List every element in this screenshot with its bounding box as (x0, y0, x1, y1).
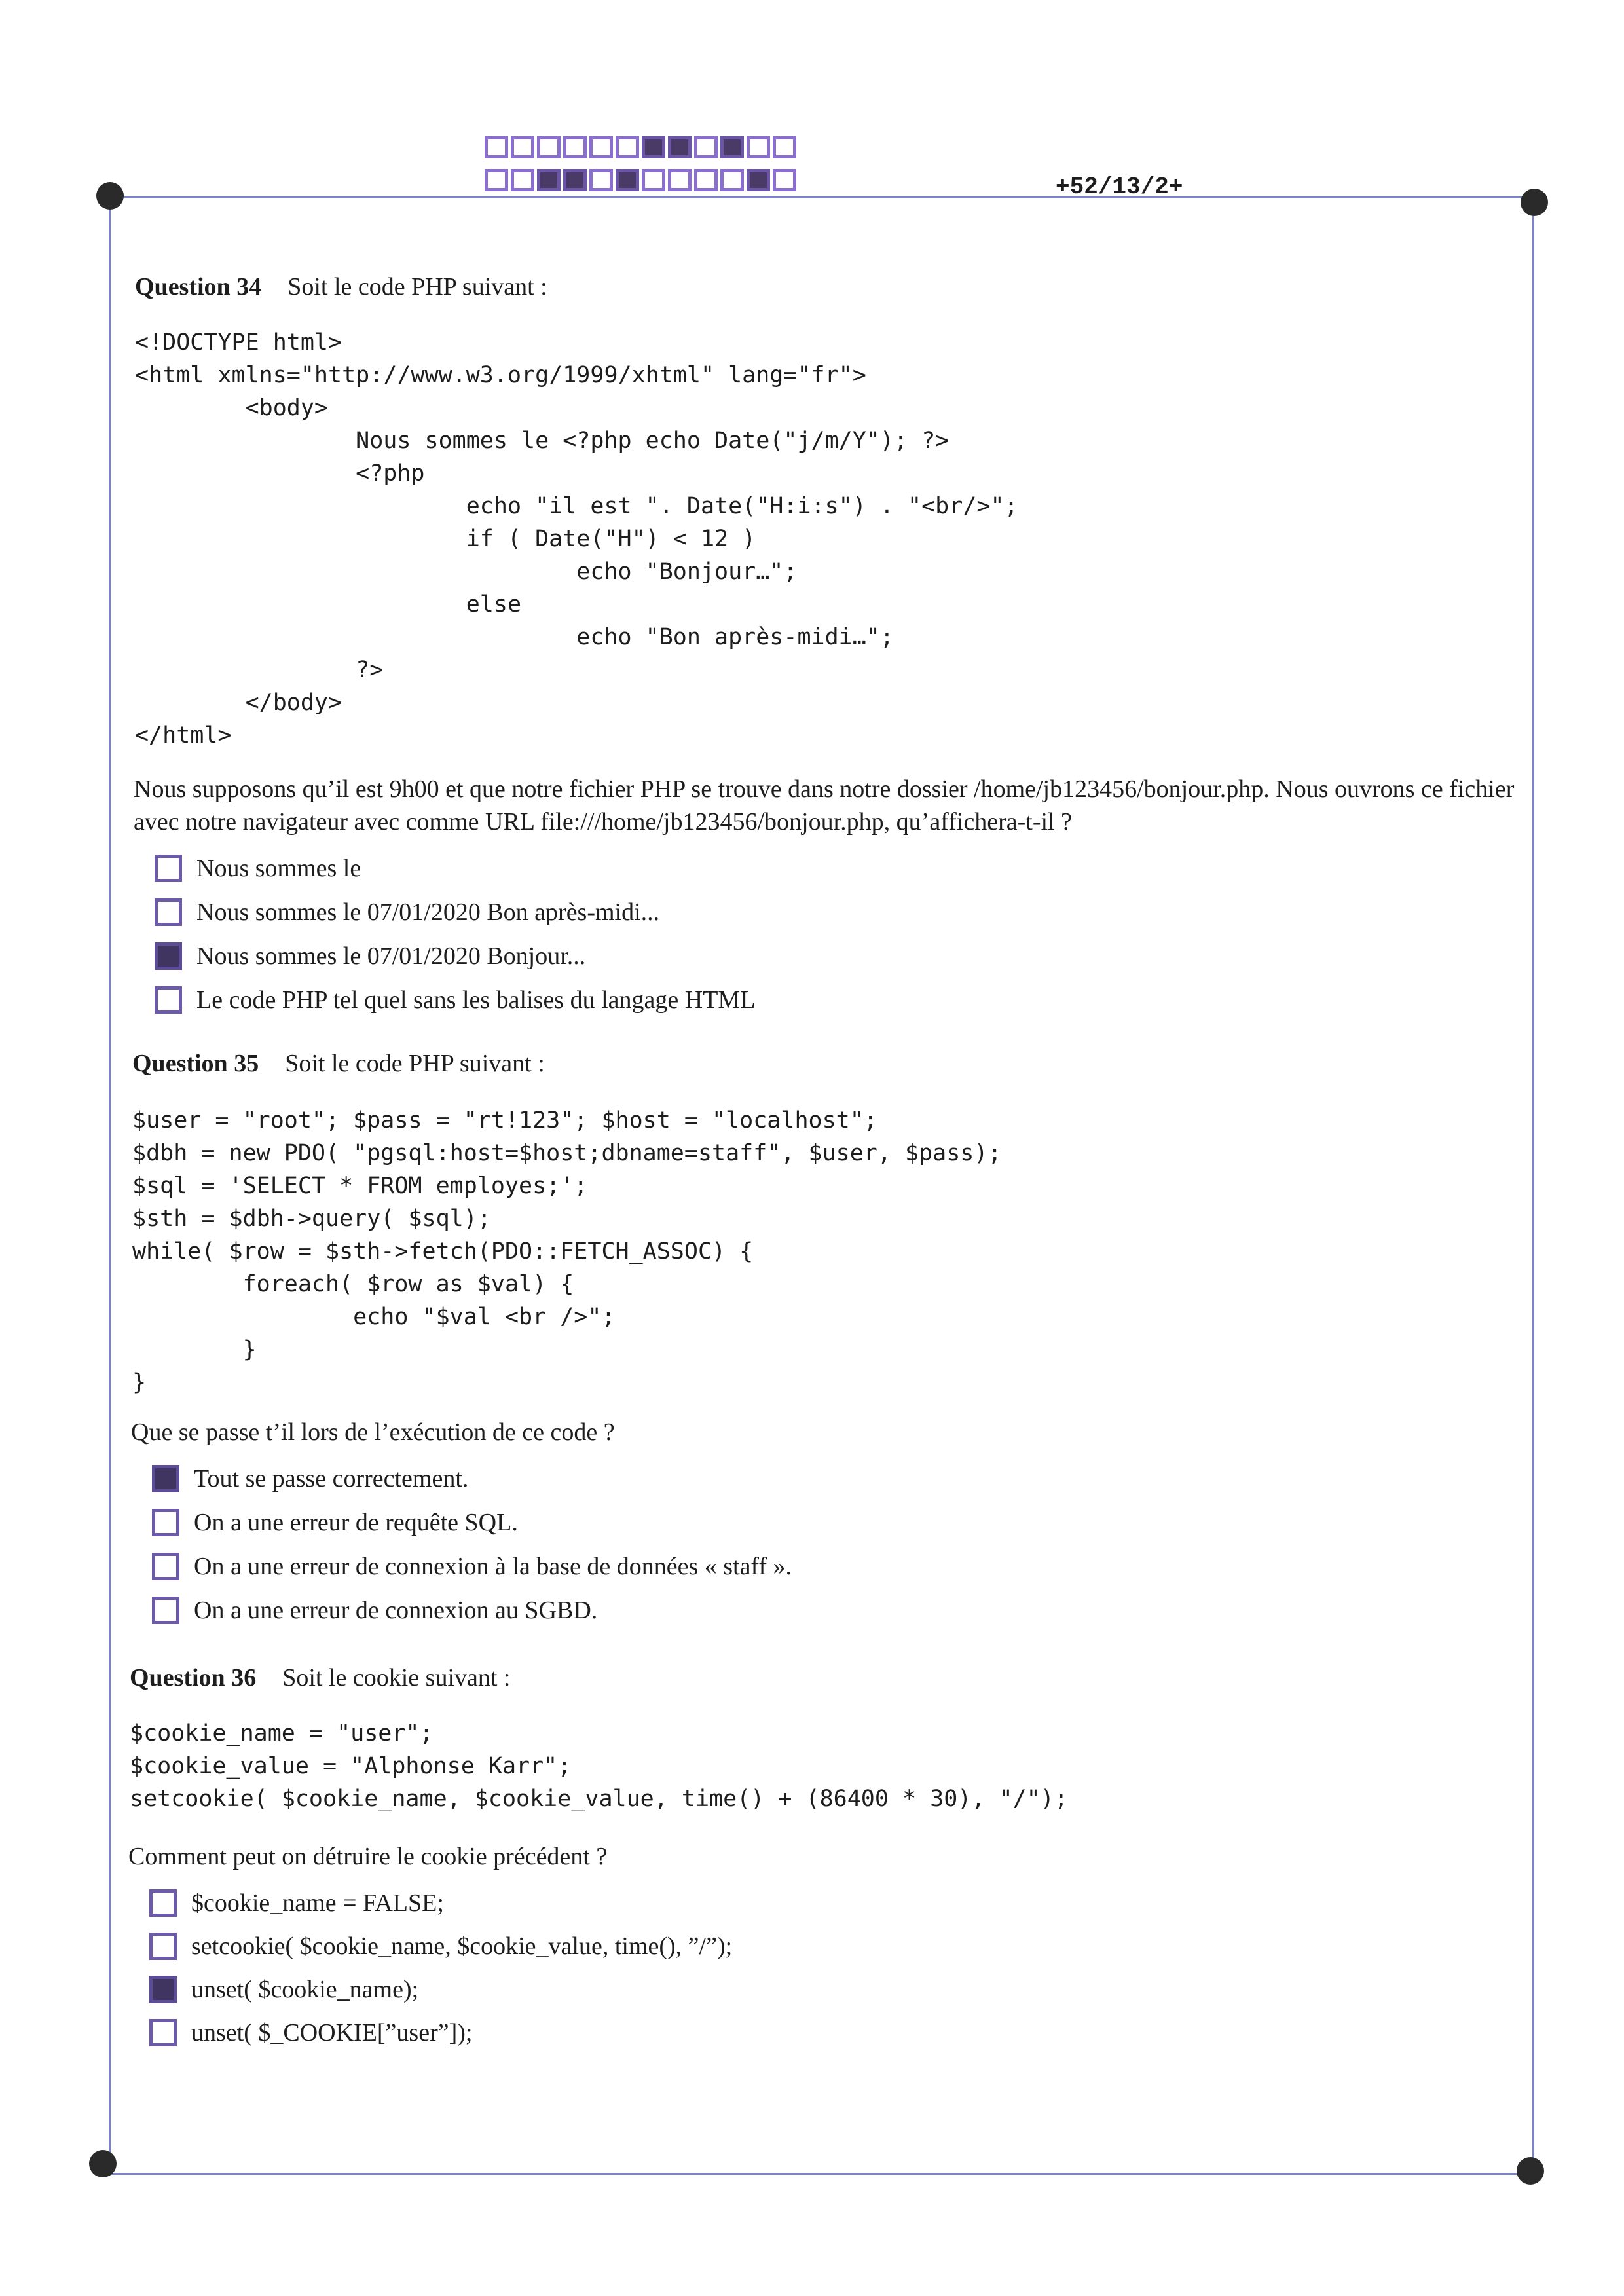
id-cell (485, 169, 508, 191)
answer-option[interactable] (152, 1596, 597, 1625)
answer-option[interactable] (152, 1464, 468, 1493)
page-code: +52/13/2+ (1056, 174, 1183, 200)
question-35-text: Que se passe t’il lors de l’exécution de ce code ? (131, 1418, 615, 1446)
answer-label: $cookie_name = FALSE; (191, 1889, 444, 1917)
answer-checkbox[interactable] (152, 1597, 179, 1624)
id-cell (589, 169, 613, 191)
answer-option[interactable] (152, 1508, 518, 1537)
question-34-header (135, 272, 547, 301)
corner-mark-top-right (1521, 189, 1548, 216)
id-strip-row-2 (485, 169, 799, 191)
id-cell (694, 169, 718, 191)
id-cell (563, 169, 587, 191)
corner-mark-bottom-right (1517, 2157, 1544, 2185)
answer-label: Tout se passe correctement. (194, 1465, 469, 1492)
id-cell (511, 136, 534, 158)
question-36-code: $cookie_name = "user"; $cookie_value = "Alphonse Karr"; setcookie( $cookie_name, $cookie_value, time() + (86400 * 30), "/"); (130, 1720, 1068, 1812)
answer-checkbox[interactable] (155, 855, 182, 882)
answer-option[interactable] (149, 1975, 418, 2004)
question-34-code: <!DOCTYPE html> <html xmlns="http://www.w3.org/1999/xhtml" lang="fr"> <body> Nous sommes le <?php echo Date("j/m/Y"); ?> <?php echo "il est ". Date("H:i:s") . "<br/>"; if ( Date("H") < 12 ) echo "Bonjour…"; else echo "Bon après-midi…"; ?> </body> </html> (135, 329, 1018, 749)
question-35-code: $user = "root"; $pass = "rt!123"; $host = "localhost"; $dbh = new PDO( "pgsql:host=$host;dbname=staff", $user, $pass); $sql = 'SELECT * FROM employes;'; $sth = $dbh->query( $sql); while( $row = $sth->fetch(PDO::FETCH_ASSOC) { foreach( $row as $val) { echo "$val <br />"; } } (132, 1107, 1002, 1396)
frame-top-line (111, 196, 1539, 198)
answer-checkbox[interactable] (149, 1933, 177, 1960)
answer-label: On a une erreur de connexion à la base de données « staff ». (194, 1553, 792, 1580)
answer-label: Nous sommes le (196, 855, 361, 882)
answer-checkbox[interactable] (152, 1553, 179, 1580)
answer-option[interactable] (155, 854, 361, 883)
answer-checkbox[interactable] (149, 2019, 177, 2046)
answer-option[interactable] (149, 1889, 444, 1917)
answer-checkbox[interactable] (152, 1509, 179, 1536)
id-cell (537, 136, 561, 158)
id-strip-row-1 (485, 136, 799, 158)
id-cell (668, 136, 692, 158)
id-cell (511, 169, 534, 191)
question-intro: Soit le cookie suivant : (282, 1664, 511, 1692)
question-35-header (132, 1049, 545, 1078)
id-cell (668, 169, 692, 191)
answer-checkbox[interactable] (155, 986, 182, 1014)
answer-option[interactable] (155, 986, 755, 1014)
question-number: Question 36 (130, 1664, 257, 1692)
id-cell (642, 169, 665, 191)
question-36-text: Comment peut on détruire le cookie précédent ? (128, 1843, 608, 1870)
id-cell (747, 169, 770, 191)
question-intro: Soit le code PHP suivant : (285, 1050, 545, 1077)
answer-option[interactable] (149, 2018, 472, 2047)
answer-checkbox[interactable] (152, 1465, 179, 1492)
frame-right-line (1532, 196, 1534, 2174)
id-cell (720, 136, 744, 158)
answer-label: unset( $_COOKIE[”user”]); (191, 2019, 473, 2046)
answer-label: setcookie( $cookie_name, $cookie_value, time(), ”/”); (191, 1933, 733, 1960)
id-cell (720, 169, 744, 191)
answer-label: On a une erreur de requête SQL. (194, 1509, 518, 1536)
corner-mark-top-left (96, 182, 124, 210)
answer-checkbox[interactable] (149, 1889, 177, 1917)
answer-checkbox[interactable] (155, 898, 182, 926)
id-cell (563, 136, 587, 158)
answer-option[interactable] (149, 1932, 732, 1961)
corner-mark-bottom-left (89, 2150, 117, 2177)
question-intro: Soit le code PHP suivant : (287, 273, 547, 301)
id-cell (773, 169, 796, 191)
answer-label: Nous sommes le 07/01/2020 Bonjour... (196, 942, 586, 970)
answer-label: On a une erreur de connexion au SGBD. (194, 1597, 598, 1624)
id-cell (694, 136, 718, 158)
id-cell (747, 136, 770, 158)
id-cell (616, 169, 639, 191)
answer-label: unset( $cookie_name); (191, 1976, 419, 2003)
answer-label: Nous sommes le 07/01/2020 Bon après-midi... (196, 898, 660, 926)
question-36-header (130, 1663, 511, 1692)
id-cell (616, 136, 639, 158)
question-34-text: Nous supposons qu’il est 9h00 et que notre fichier PHP se trouve dans notre dossier /home/jb123456/bonjour.php. Nous ouvrons ce fichier avec notre navigateur avec comme URL file:///home/jb123456/bonjour.php, qu’affichera-t-il ? (134, 775, 1515, 836)
id-cell (642, 136, 665, 158)
answer-checkbox[interactable] (155, 942, 182, 970)
answer-option[interactable] (152, 1552, 792, 1581)
id-cell (773, 136, 796, 158)
id-cell (537, 169, 561, 191)
answer-option[interactable] (155, 942, 585, 971)
id-cell (589, 136, 613, 158)
answer-checkbox[interactable] (149, 1976, 177, 2003)
frame-bottom-line (105, 2173, 1532, 2175)
id-cell (485, 136, 508, 158)
answer-label: Le code PHP tel quel sans les balises du langage HTML (196, 986, 756, 1014)
answer-option[interactable] (155, 898, 659, 927)
frame-left-line (109, 196, 111, 2174)
question-number: Question 35 (132, 1050, 259, 1077)
question-number: Question 34 (135, 273, 262, 301)
